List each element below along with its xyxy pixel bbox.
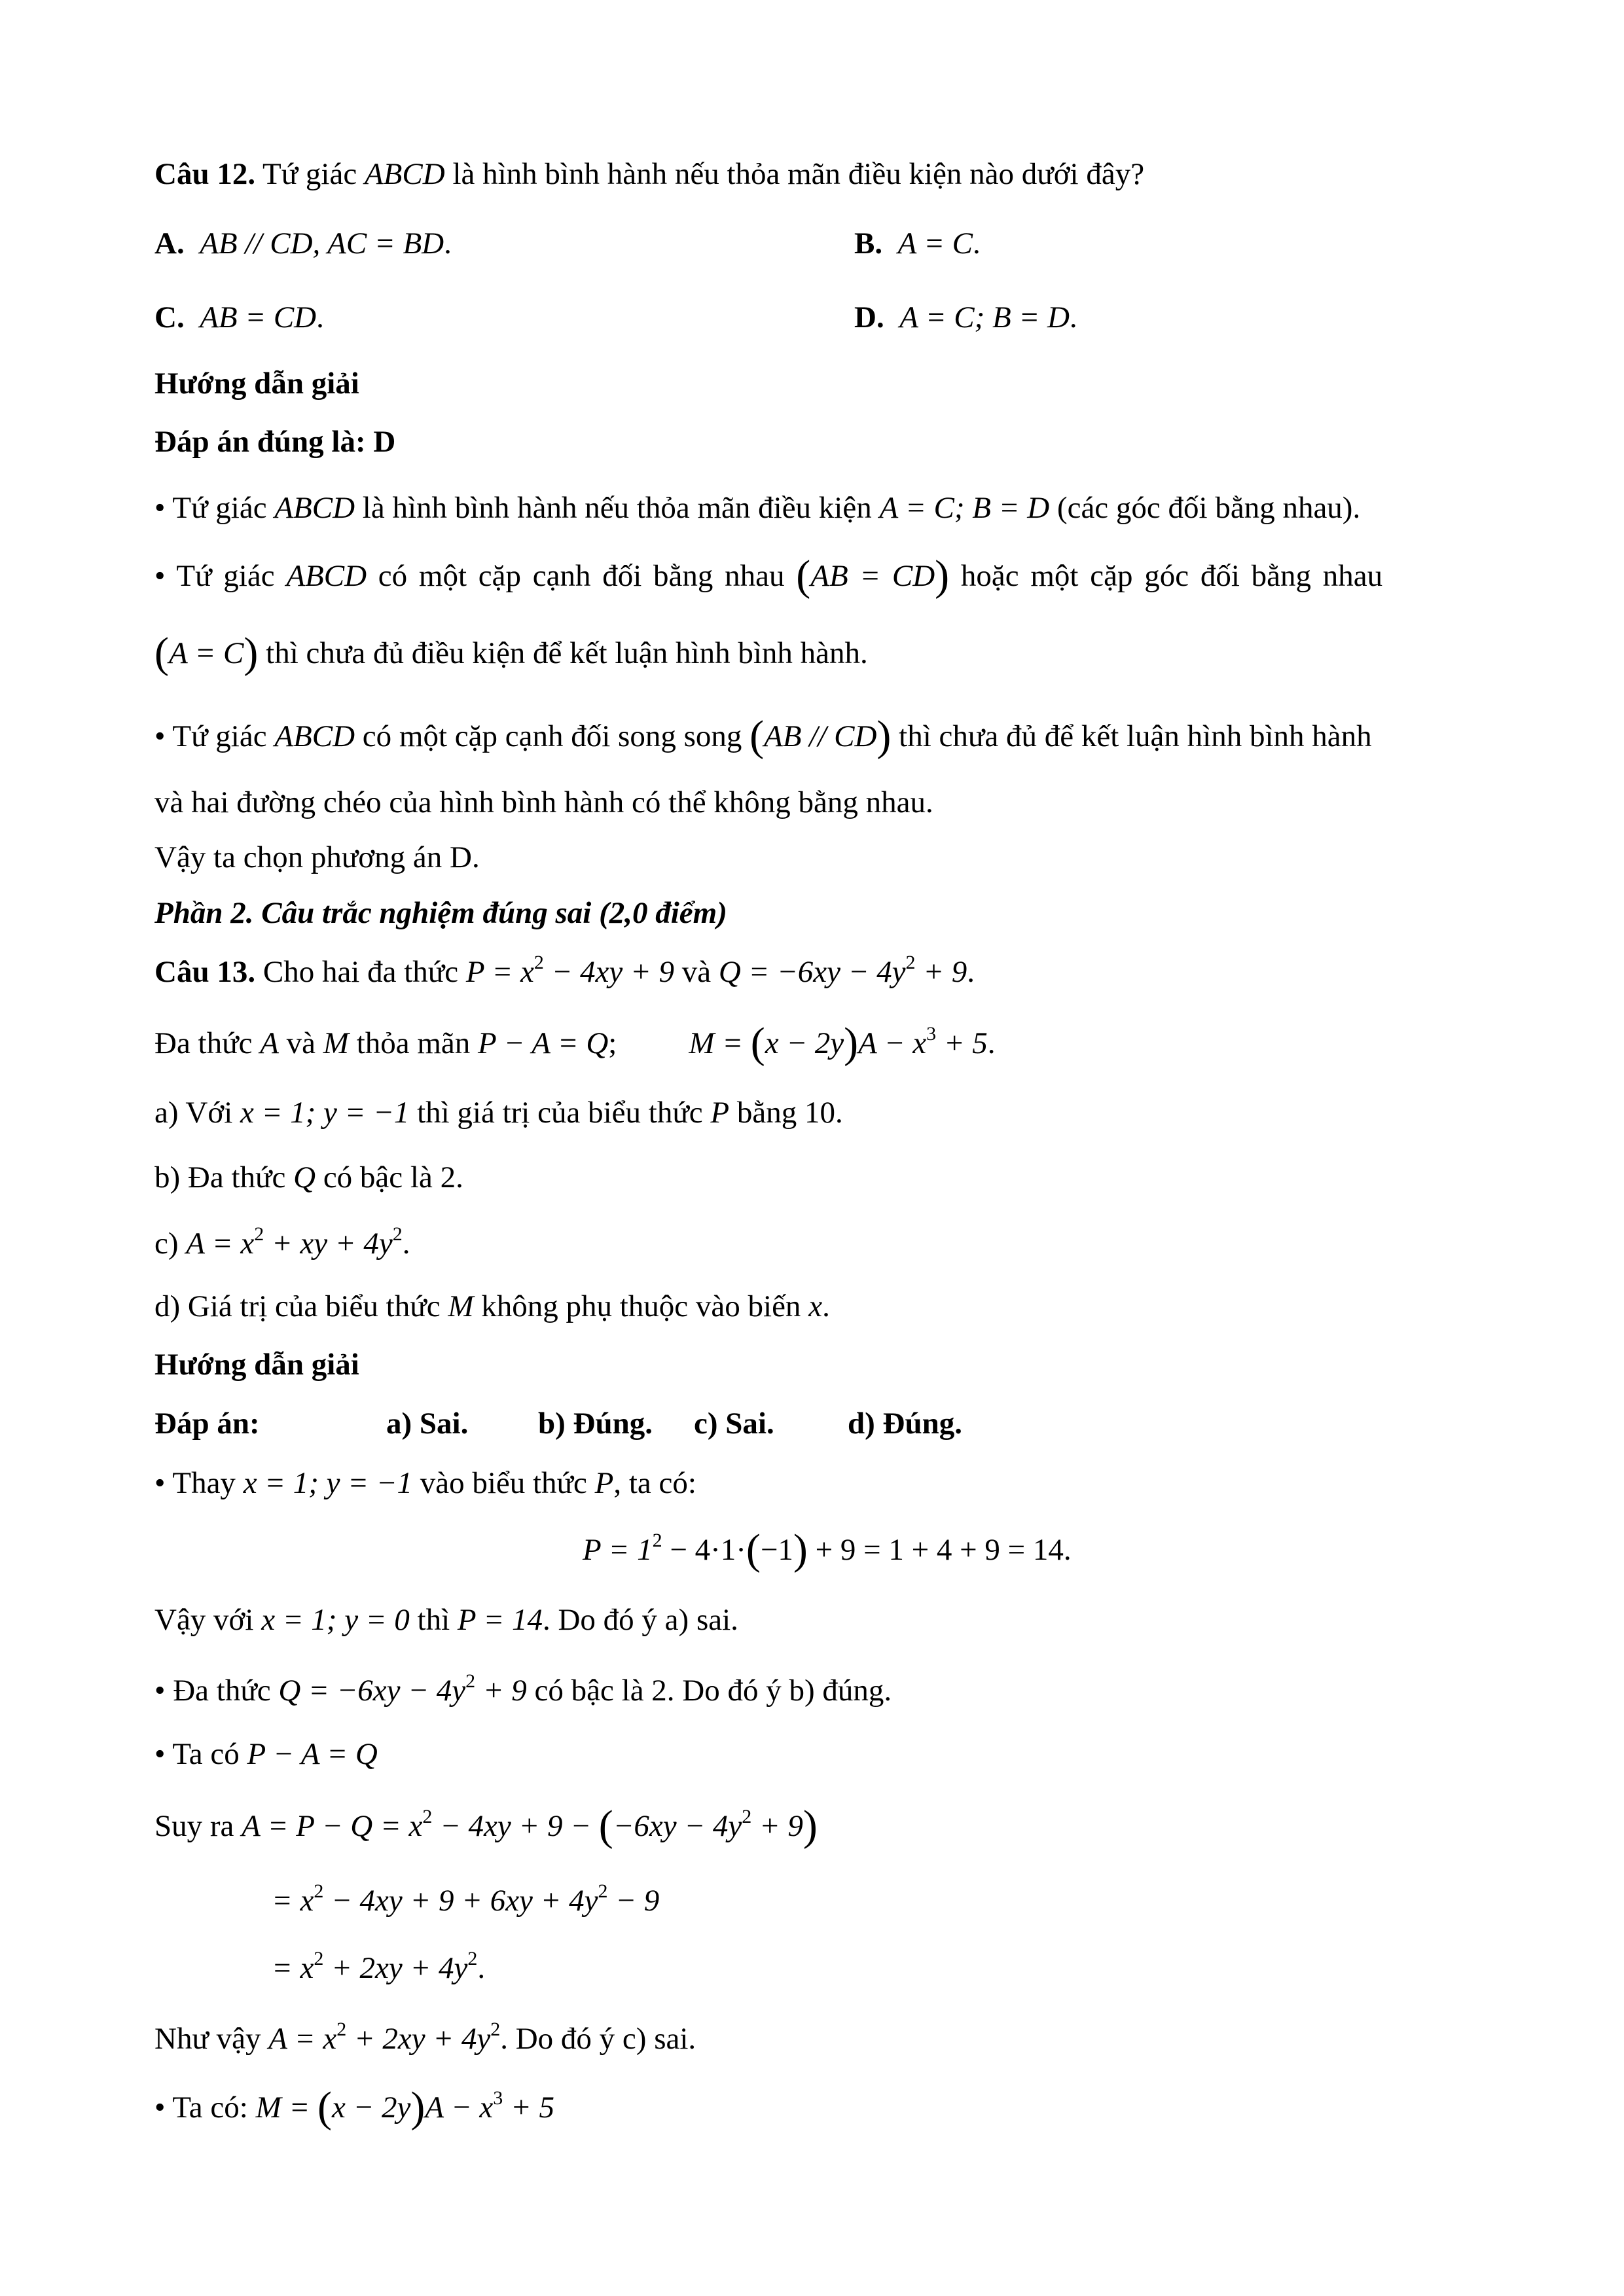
exponent: 2 <box>392 1223 403 1245</box>
text: . <box>1069 300 1077 334</box>
option-b <box>854 224 981 263</box>
answer-b: b) Đúng. <box>538 1407 653 1441</box>
math: + 5 <box>936 1026 988 1060</box>
text: , ta có: <box>613 1466 696 1500</box>
math: A = x <box>186 1227 255 1261</box>
text: . <box>477 1951 486 1985</box>
text: Vậy với <box>154 1603 262 1637</box>
math: ABCD <box>364 157 445 191</box>
solution-7 <box>272 1881 659 1920</box>
text: . <box>822 1289 830 1323</box>
paren: ) <box>803 1802 818 1850</box>
answer-line: Đáp án đúng là: D <box>154 425 396 459</box>
question-13-condition <box>154 1019 996 1067</box>
math: AB // CD <box>764 719 877 753</box>
option-d <box>854 298 1077 337</box>
statement-a <box>154 1093 843 1132</box>
exponent: 2 <box>598 1880 608 1902</box>
explanation-2 <box>154 552 1383 600</box>
math: Q = −6xy − 4y <box>278 1674 466 1708</box>
math: P <box>710 1096 730 1130</box>
math: P − A = Q <box>247 1737 378 1771</box>
math: M = <box>255 2090 317 2125</box>
text: . Do đó ý c) sai. <box>500 2022 696 2056</box>
text: • Đa thức <box>154 1674 279 1708</box>
math: A = C; B = D <box>899 300 1070 334</box>
math: + 9 <box>751 1809 803 1843</box>
text: thì chưa đủ để kết luận hình bình hành <box>891 719 1372 753</box>
text: • Ta có <box>154 1737 247 1771</box>
explanation-2-continued <box>154 629 868 677</box>
text: (các góc đối bằng nhau). <box>1049 491 1361 525</box>
math: − 4xy + 9 − <box>432 1809 599 1843</box>
math: x = 1; y = 0 <box>261 1603 410 1637</box>
paren: ) <box>876 712 892 760</box>
math: P − A = Q <box>478 1026 609 1060</box>
answer-c: c) Sai. <box>694 1407 774 1441</box>
text: c) <box>154 1227 187 1261</box>
answer-d: d) Đúng. <box>848 1407 963 1441</box>
text: Đa thức <box>154 1026 261 1060</box>
text: có một cặp cạnh đối song song <box>355 719 750 753</box>
math: A − x <box>425 2090 494 2125</box>
text: . Do đó ý a) sai. <box>542 1603 738 1637</box>
part-2-heading: Phần 2. Câu trắc nghiệm đúng sai (2,0 điểm) <box>154 896 727 930</box>
paren: ( <box>750 1019 765 1067</box>
solution-2-equation <box>583 1526 1072 1573</box>
question-label: Câu 12. <box>154 157 256 191</box>
math: − 4·1· <box>662 1533 746 1567</box>
math: + 5 <box>503 2090 555 2125</box>
exponent: 2 <box>467 1948 478 1969</box>
text: b) Đa thức <box>154 1160 294 1194</box>
text: . <box>973 226 981 260</box>
option-label: B. <box>854 226 883 260</box>
solution-3 <box>154 1600 738 1640</box>
text: . <box>316 300 324 334</box>
guide-heading-13: Hướng dẫn giải <box>154 1348 359 1382</box>
paren: ) <box>410 2083 425 2131</box>
math: ABCD <box>274 491 355 525</box>
solution-4 <box>154 1671 892 1710</box>
text: bằng 10. <box>729 1096 843 1130</box>
text: • Ta có: <box>154 2090 256 2125</box>
text: thì chưa đủ điều kiện để kết luận hình bình hành. <box>258 636 868 670</box>
text: d) Giá trị của biểu thức <box>154 1289 448 1323</box>
math: P = 14 <box>457 1603 543 1637</box>
exponent: 3 <box>926 1023 937 1045</box>
text: . <box>967 955 975 989</box>
text: . <box>402 1227 410 1261</box>
exponent: 2 <box>314 1880 324 1902</box>
text: là hình bình hành nếu thỏa mãn điều kiện <box>355 491 880 525</box>
exponent: 2 <box>336 2018 347 2040</box>
math: + 2xy + 4y <box>346 2022 491 2056</box>
math: A = C <box>897 226 973 260</box>
text: thỏa mãn <box>348 1026 478 1060</box>
exponent: 2 <box>465 1670 476 1692</box>
text: có bậc là 2. <box>316 1160 463 1194</box>
math: P <box>594 1466 614 1500</box>
explanation-3 <box>154 712 1372 760</box>
exponent: 2 <box>490 2018 501 2040</box>
math: x = 1; y = −1 <box>243 1466 412 1500</box>
paren: ( <box>796 552 811 600</box>
solution-6 <box>154 1802 818 1850</box>
text: . <box>987 1026 996 1060</box>
math: −1 <box>760 1533 793 1567</box>
paren: ( <box>317 2083 332 2131</box>
option-label: A. <box>154 226 185 260</box>
math: P = x <box>465 955 534 989</box>
paren: ) <box>844 1019 859 1067</box>
paren: ) <box>935 552 950 600</box>
option-c <box>154 298 324 337</box>
text: hoặc một cặp góc đối bằng nhau <box>949 559 1383 593</box>
exponent: 2 <box>422 1806 433 1827</box>
math: x − 2y <box>765 1026 844 1060</box>
text: • Thay <box>154 1466 244 1500</box>
text: Như vậy <box>154 2022 269 2056</box>
math: M <box>323 1026 349 1060</box>
paren: ( <box>749 712 765 760</box>
answer-label: Đáp án: <box>154 1407 260 1441</box>
math: Q = −6xy − 4y <box>718 955 906 989</box>
solution-10 <box>154 2083 555 2131</box>
text: Cho hai đa thức <box>255 955 466 989</box>
exponent: 2 <box>742 1806 752 1827</box>
question-13-title <box>154 952 975 992</box>
exponent: 2 <box>905 952 916 973</box>
math: A = C; B = D <box>879 491 1050 525</box>
text: không phụ thuộc vào biến <box>473 1289 809 1323</box>
explanation-1 <box>154 488 1360 528</box>
math: − 4xy + 9 + 6xy + 4y <box>323 1884 598 1918</box>
math: AB = CD <box>200 300 317 334</box>
text: thì giá trị của biểu thức <box>409 1096 711 1130</box>
paren: ) <box>793 1526 808 1573</box>
text: • Tứ giác <box>154 559 287 593</box>
exponent: 2 <box>652 1530 662 1551</box>
math: − 9 <box>607 1884 660 1918</box>
text: và <box>674 955 719 989</box>
question-label: Câu 13. <box>154 955 256 989</box>
statement-d <box>154 1287 830 1326</box>
question-12-title <box>154 154 1144 194</box>
math: ABCD <box>274 719 355 753</box>
math: AB // CD, AC = BD <box>200 226 444 260</box>
answer-a: a) Sai. <box>386 1407 469 1441</box>
math: = x <box>272 1951 314 1985</box>
math: + xy + 4y <box>264 1227 393 1261</box>
math: A − x <box>858 1026 927 1060</box>
text: . <box>444 226 452 260</box>
text: • Tứ giác <box>154 719 275 753</box>
solution-1 <box>154 1463 696 1503</box>
explanation-3-continued: và hai đường chéo của hình bình hành có thể không bằng nhau. <box>154 785 933 819</box>
math: P = 1 <box>583 1533 653 1567</box>
math: M = <box>689 1026 751 1060</box>
math: + 9 <box>475 1674 527 1708</box>
option-label: D. <box>854 300 884 334</box>
math: M <box>448 1289 474 1323</box>
paren: ( <box>598 1802 613 1850</box>
text: là hình bình hành nếu thỏa mãn điều kiện nào dưới đây? <box>444 157 1145 191</box>
exponent: 2 <box>254 1223 264 1245</box>
math: A = C <box>168 636 244 670</box>
math: A = x <box>268 2022 337 2056</box>
text: thì <box>409 1603 458 1637</box>
math: x = 1; y = −1 <box>240 1096 410 1130</box>
math: Q <box>293 1160 316 1194</box>
math: A <box>260 1026 279 1060</box>
math: −6xy − 4y <box>613 1809 742 1843</box>
math: ABCD <box>286 559 367 593</box>
text: Suy ra <box>154 1809 242 1843</box>
solution-8 <box>272 1948 485 1988</box>
math: + 9 = 1 + 4 + 9 = 14. <box>807 1533 1072 1567</box>
math: A = P − Q = x <box>242 1809 423 1843</box>
text: có bậc là 2. Do đó ý b) đúng. <box>526 1674 892 1708</box>
paren: ) <box>244 629 259 677</box>
text: ; <box>608 1026 617 1060</box>
text: vào biểu thức <box>412 1466 595 1500</box>
solution-5 <box>154 1734 378 1774</box>
math: + 2xy + 4y <box>323 1951 468 1985</box>
guide-heading: Hướng dẫn giải <box>154 367 359 401</box>
exponent: 2 <box>533 952 544 973</box>
option-label: C. <box>154 300 185 334</box>
math: x − 2y <box>331 2090 411 2125</box>
solution-9 <box>154 2019 696 2058</box>
text: và <box>278 1026 323 1060</box>
text: a) Với <box>154 1096 241 1130</box>
math: + 9 <box>915 955 967 989</box>
paren: ( <box>746 1526 761 1573</box>
option-a <box>154 224 452 263</box>
exponent: 3 <box>493 2087 503 2109</box>
statement-c <box>154 1224 410 1263</box>
math: − 4xy + 9 <box>543 955 674 989</box>
exponent: 2 <box>314 1948 324 1969</box>
text: Tứ giác <box>255 157 365 191</box>
paren: ( <box>154 629 169 677</box>
math: = x <box>272 1884 314 1918</box>
conclusion: Vậy ta chọn phương án D. <box>154 840 480 874</box>
math: x <box>808 1289 823 1323</box>
text: có một cặp cạnh đối bằng nhau <box>367 559 797 593</box>
math: AB = CD <box>810 559 935 593</box>
statement-b <box>154 1158 463 1197</box>
text: • Tứ giác <box>154 491 275 525</box>
